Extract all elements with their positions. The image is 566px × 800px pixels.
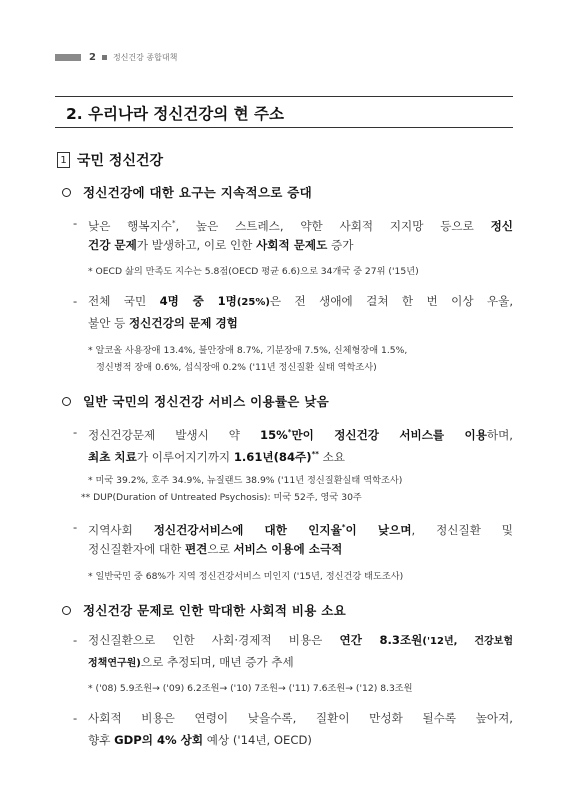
footnote: ** DUP(Duration of Untreated Psychosis): 미국 52주, 영국 30주 — [81, 492, 362, 503]
chapter-title: 2. 우리나라 정신건강의 현 주소 — [66, 105, 284, 123]
bold-text: 최초 치료 — [88, 449, 137, 464]
text: 가 이루어지기까지 — [136, 449, 234, 464]
bullet-line — [88, 312, 238, 334]
subheading-1 — [62, 183, 312, 201]
bullet-line: 사회적 비용은 연령이 낮을수록, 질환이 만성화 될수록 높아져, — [88, 711, 513, 725]
circle-bullet-icon — [62, 606, 71, 615]
page-number: 2 — [89, 52, 96, 63]
text: 증가 — [327, 238, 354, 252]
bold-text: 4명 중 1명 — [159, 294, 237, 308]
footnote: * OECD 삶의 만족도 지수는 5.8점(OECD 평균 6.6)으로 34개국 중 27위 ('15년) — [88, 266, 419, 277]
running-title: 정신건강 종합대책 — [112, 53, 178, 62]
text: 예상 ('14년, OECD) — [203, 733, 312, 747]
dash-marker: - — [73, 425, 78, 439]
dash-marker: - — [73, 520, 78, 534]
subheading-text: 정신건강에 대한 요구는 지속적으로 증대 — [83, 185, 312, 200]
bold-text: 편견 — [184, 542, 208, 556]
dash-marker: - — [73, 633, 78, 647]
bold-text: ('12년, 건강보험 — [422, 636, 513, 647]
bold-text: (25%) — [236, 297, 270, 308]
bold-text: 사회적 문제도 — [256, 238, 328, 252]
bold-text: 연간 8.3조원 — [339, 633, 423, 647]
text: 정신건강문제 발생시 약 — [88, 427, 260, 442]
section-number-box: 1 — [57, 152, 70, 168]
footnote: * 미국 39.2%, 호주 34.9%, 뉴질랜드 38.9% ('11년 정신질환실태 역학조사) — [88, 475, 403, 486]
text: , 정신질환 및 — [411, 522, 513, 537]
dash-marker: - — [73, 711, 78, 725]
bullet-line — [88, 651, 294, 675]
text: 으로 — [207, 542, 234, 556]
text: 낮은 행복지수 — [88, 218, 172, 233]
text: 하며, — [486, 427, 513, 442]
text: 불안 등 — [88, 316, 129, 330]
circle-bullet-icon — [62, 188, 71, 197]
subheading-text: 정신건강 문제로 인한 막대한 사회적 비용 소요 — [83, 603, 347, 618]
bold-text: 서비스 이용에 소극적 — [233, 542, 343, 556]
bold-text: 만이 정신건강 서비스를 이용 — [291, 427, 487, 442]
bold-text: GDP의 4% 상회 — [114, 733, 204, 747]
bullet-line — [88, 234, 353, 256]
text: 은 전 생애에 걸쳐 한 번 이상 우울, — [269, 294, 514, 308]
bullet-line — [88, 538, 342, 560]
subheading-text: 일반 국민의 정신건강 서비스 이용률은 낮음 — [83, 394, 330, 409]
text: , 높은 스트레스, 약한 사회적 지지망 등으로 — [175, 218, 491, 233]
running-header — [55, 52, 177, 63]
bold-text: 정책연구원) — [88, 658, 141, 669]
bold-text: 15% — [260, 427, 288, 442]
text: 전체 국민 — [88, 294, 160, 308]
subheading-2 — [62, 392, 329, 410]
footnote-mark: * — [341, 523, 346, 531]
footnote-mark: * — [171, 219, 176, 227]
header-bar-decoration — [55, 54, 81, 61]
bullet-line — [88, 443, 345, 468]
footnote: 정신병적 장애 0.6%, 섭식장애 0.2% ('11년 정신질환 실태 역학조사) — [96, 362, 377, 373]
text: 정신질환으로 인한 사회·경제적 비용은 — [88, 633, 340, 647]
square-bullet-icon — [102, 55, 107, 60]
circle-bullet-icon — [62, 397, 71, 406]
footnote: * ('08) 5.9조원→ ('09) 6.2조원→ ('10) 7조원→ ('11) 7.6조원→ ('12) 8.3조원 — [88, 683, 413, 694]
subheading-3 — [62, 601, 346, 619]
bold-text: 건강 문제 — [88, 238, 137, 252]
text: 지역사회 — [88, 522, 154, 537]
text: 가 발생하고, 이로 인한 — [136, 238, 257, 252]
text: 향후 — [88, 733, 115, 747]
chapter-title-box — [55, 96, 513, 128]
footnote: * 알코올 사용장애 13.4%, 불안장애 8.7%, 기분장애 7.5%, 신체형장애 1.5%, — [88, 345, 408, 356]
bullet-line — [88, 290, 513, 314]
dash-marker: - — [73, 216, 78, 230]
bullet-line — [88, 729, 312, 751]
section-heading — [57, 150, 163, 170]
bold-text: 정신 — [490, 218, 513, 233]
section-title: 국민 정신건강 — [77, 153, 164, 169]
text: 정신질환자에 대한 — [88, 542, 185, 556]
text: 으로 추정되며, 매년 증가 추세 — [140, 655, 294, 669]
bullet-line — [88, 629, 513, 653]
bold-text: 이 낮으며 — [345, 522, 412, 537]
footnote-mark: * — [287, 428, 292, 436]
text: 소요 — [318, 449, 345, 464]
footnote-mark: ** — [311, 450, 319, 458]
dash-marker: - — [73, 294, 78, 308]
bold-text: 정신건강의 문제 경험 — [128, 316, 238, 330]
bold-text: 정신건강서비스에 대한 인지율 — [153, 522, 342, 537]
bold-text: 1.61년(84주) — [233, 449, 312, 464]
footnote: * 일반국민 중 68%가 지역 정신건강서비스 미인지 ('15년, 정신건강 태도조사) — [88, 571, 404, 582]
